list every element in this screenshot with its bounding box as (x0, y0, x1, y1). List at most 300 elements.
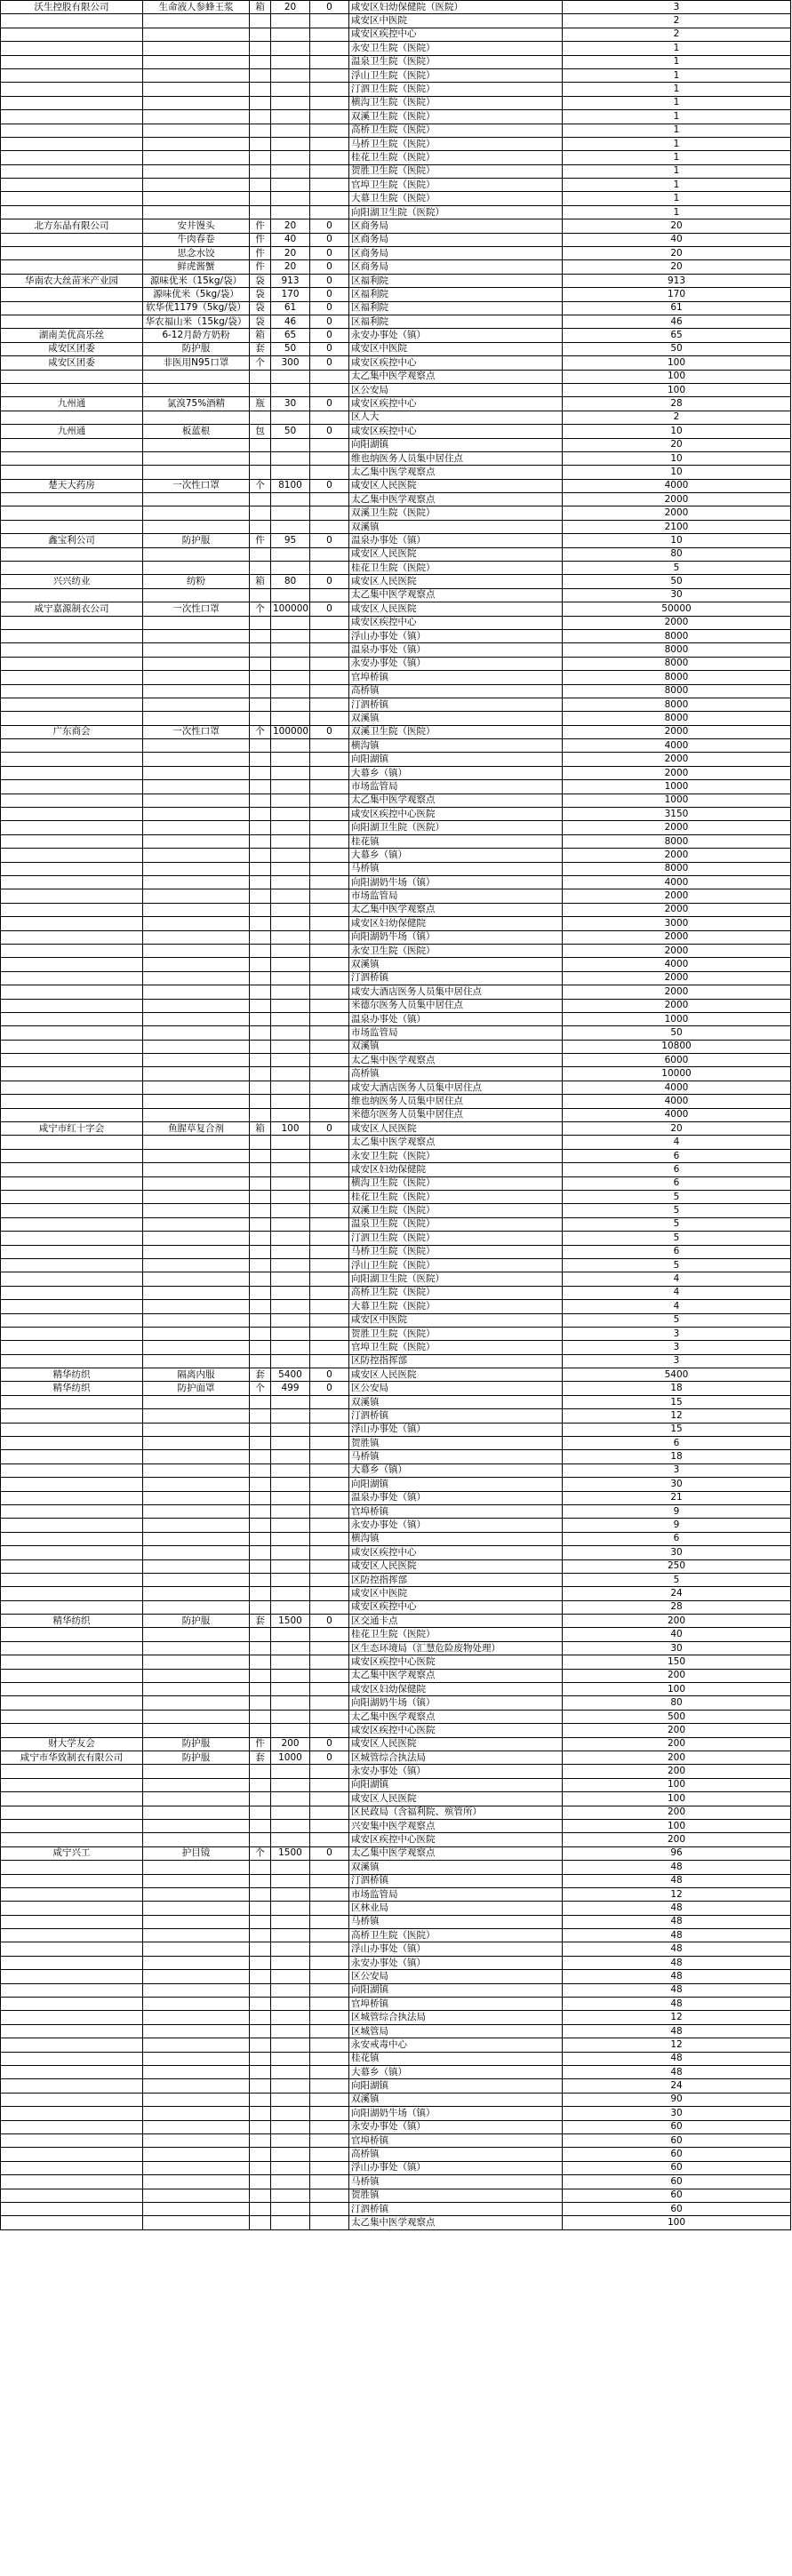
donor-cell (1, 1437, 143, 1450)
recipient-cell: 高桥卫生院（医院） (349, 1286, 563, 1299)
remaining-cell: 0 (310, 479, 349, 492)
remaining-cell (310, 1463, 349, 1477)
recipient-cell: 永安办事处（镇） (349, 657, 563, 670)
table-row (1, 383, 791, 396)
allocated-cell: 4000 (563, 1081, 791, 1094)
remaining-cell (310, 1765, 349, 1778)
donor-cell (1, 1983, 143, 1997)
table-row (1, 1559, 791, 1573)
remaining-cell (310, 1600, 349, 1614)
remaining-cell (310, 1532, 349, 1545)
item-cell (143, 1258, 250, 1272)
allocated-cell: 60 (563, 2148, 791, 2161)
quantity-cell (271, 1040, 310, 1053)
item-cell (143, 1655, 250, 1669)
recipient-cell: 太乙集中医学观察点 (349, 1054, 563, 1067)
unit-cell (250, 42, 271, 55)
unit-cell (250, 1983, 271, 1997)
remaining-cell (310, 1081, 349, 1094)
donor-cell (1, 68, 143, 82)
quantity-cell (271, 588, 310, 602)
donor-cell (1, 588, 143, 602)
unit-cell (250, 1108, 271, 1121)
allocated-cell: 200 (563, 1724, 791, 1737)
recipient-cell: 温泉办事处（镇） (349, 643, 563, 657)
item-cell (143, 547, 250, 561)
donor-cell: 精华纺织 (1, 1382, 143, 1395)
allocated-cell: 200 (563, 1806, 791, 1819)
quantity-cell: 100000 (271, 725, 310, 738)
unit-cell (250, 971, 271, 985)
allocated-cell: 2 (563, 411, 791, 424)
unit-cell (250, 562, 271, 575)
remaining-cell: 0 (310, 219, 349, 233)
recipient-cell: 双溪镇 (349, 520, 563, 533)
item-cell (143, 1765, 250, 1778)
donor-cell (1, 1136, 143, 1149)
quantity-cell: 20 (271, 260, 310, 274)
quantity-cell (271, 1710, 310, 1723)
remaining-cell: 0 (310, 329, 349, 342)
remaining-cell: 0 (310, 602, 349, 616)
unit-cell (250, 2216, 271, 2229)
remaining-cell (310, 1504, 349, 1518)
donor-cell (1, 2107, 143, 2120)
item-cell (143, 2133, 250, 2147)
allocated-cell: 2000 (563, 616, 791, 629)
remaining-cell (310, 1176, 349, 1190)
table-row (1, 1149, 791, 1162)
quantity-cell (271, 1272, 310, 1286)
recipient-cell: 咸安区疾控中心医院 (349, 1833, 563, 1846)
allocated-cell: 2000 (563, 725, 791, 738)
remaining-cell (310, 1573, 349, 1586)
donor-cell (1, 849, 143, 862)
allocated-cell: 1 (563, 83, 791, 96)
remaining-cell (310, 903, 349, 916)
quantity-cell (271, 1778, 310, 1791)
quantity-cell (271, 2120, 310, 2133)
allocated-cell: 9 (563, 1504, 791, 1518)
quantity-cell: 65 (271, 329, 310, 342)
remaining-cell (310, 671, 349, 684)
recipient-cell: 官埠桥镇 (349, 1504, 563, 1518)
table-row (1, 1450, 791, 1463)
table-row (1, 2079, 791, 2093)
quantity-cell (271, 96, 310, 109)
donor-cell (1, 985, 143, 999)
donor-cell (1, 506, 143, 520)
table-row (1, 1313, 791, 1327)
donor-cell (1, 1546, 143, 1559)
unit-cell (250, 438, 271, 451)
table-row (1, 1655, 791, 1669)
unit-cell (250, 876, 271, 889)
table-row (1, 794, 791, 807)
unit-cell (250, 1478, 271, 1491)
recipient-cell: 区福利院 (349, 315, 563, 328)
donor-cell (1, 1504, 143, 1518)
remaining-cell (310, 1696, 349, 1710)
table-row (1, 849, 791, 862)
remaining-cell (310, 370, 349, 383)
remaining-cell (310, 834, 349, 848)
remaining-cell (310, 1956, 349, 1969)
item-cell (143, 205, 250, 219)
quantity-cell: 50 (271, 425, 310, 438)
donor-cell (1, 917, 143, 930)
donor-cell (1, 1559, 143, 1573)
unit-cell (250, 2079, 271, 2093)
recipient-cell: 双溪镇 (349, 2093, 563, 2106)
item-cell (143, 96, 250, 109)
unit-cell (250, 1040, 271, 1053)
remaining-cell: 0 (310, 233, 349, 246)
donor-cell (1, 1655, 143, 1669)
remaining-cell: 0 (310, 575, 349, 588)
donor-cell: 咸安区团委 (1, 356, 143, 370)
table-row (1, 1463, 791, 1477)
remaining-cell (310, 2065, 349, 2078)
table-row (1, 1040, 791, 1053)
recipient-cell: 区商务局 (349, 260, 563, 274)
remaining-cell (310, 930, 349, 944)
allocated-cell: 100 (563, 356, 791, 370)
recipient-cell: 咸安区疾控中心医院 (349, 808, 563, 821)
donor-cell (1, 1450, 143, 1463)
allocated-cell: 8000 (563, 671, 791, 684)
recipient-cell: 太乙集中医学观察点 (349, 466, 563, 479)
item-cell: 纺粉 (143, 575, 250, 588)
recipient-cell: 双溪卫生院（医院） (349, 1204, 563, 1217)
donor-cell (1, 192, 143, 205)
donor-cell (1, 466, 143, 479)
unit-cell: 套 (250, 1368, 271, 1382)
recipient-cell: 太乙集中医学观察点 (349, 1846, 563, 1860)
recipient-cell: 咸安区人民医院 (349, 1792, 563, 1806)
remaining-cell (310, 766, 349, 779)
donor-cell (1, 2052, 143, 2065)
unit-cell (250, 643, 271, 657)
quantity-cell (271, 780, 310, 794)
item-cell (143, 151, 250, 164)
item-cell: 防护服 (143, 1751, 250, 1765)
item-cell (143, 1081, 250, 1094)
table-row (1, 1108, 791, 1121)
recipient-cell: 温泉卫生院（医院） (349, 55, 563, 68)
allocated-cell: 5 (563, 562, 791, 575)
table-row (1, 1122, 791, 1136)
table-row (1, 1272, 791, 1286)
table-row (1, 971, 791, 985)
remaining-cell (310, 1026, 349, 1040)
quantity-cell: 20 (271, 1, 310, 14)
unit-cell (250, 1573, 271, 1586)
quantity-cell: 50 (271, 342, 310, 355)
allocated-cell: 5 (563, 1217, 791, 1231)
remaining-cell (310, 629, 349, 642)
unit-cell (250, 151, 271, 164)
item-cell (143, 83, 250, 96)
item-cell (143, 1710, 250, 1723)
unit-cell (250, 179, 271, 192)
item-cell (143, 1915, 250, 1928)
item-cell (143, 411, 250, 424)
quantity-cell (271, 1341, 310, 1354)
allocated-cell: 3000 (563, 917, 791, 930)
remaining-cell (310, 1710, 349, 1723)
unit-cell (250, 1423, 271, 1436)
item-cell: 牛肉春卷 (143, 233, 250, 246)
recipient-cell: 贺胜卫生院（医院） (349, 1327, 563, 1340)
quantity-cell: 30 (271, 397, 310, 411)
quantity-cell (271, 1217, 310, 1231)
item-cell (143, 1245, 250, 1258)
unit-cell (250, 1792, 271, 1806)
allocated-cell: 6 (563, 1245, 791, 1258)
donor-cell (1, 1354, 143, 1368)
unit-cell (250, 1915, 271, 1928)
unit-cell (250, 2024, 271, 2038)
donor-cell (1, 315, 143, 328)
item-cell (143, 821, 250, 834)
unit-cell (250, 616, 271, 629)
item-cell (143, 1559, 250, 1573)
donor-cell: 咸安区团委 (1, 342, 143, 355)
donor-cell (1, 520, 143, 533)
remaining-cell (310, 55, 349, 68)
donor-cell (1, 780, 143, 794)
unit-cell (250, 1300, 271, 1313)
remaining-cell (310, 42, 349, 55)
unit-cell (250, 944, 271, 957)
table-row (1, 192, 791, 205)
unit-cell (250, 1710, 271, 1723)
unit-cell (250, 1778, 271, 1791)
unit-cell (250, 1395, 271, 1408)
recipient-cell: 双溪镇 (349, 1395, 563, 1408)
item-cell (143, 1970, 250, 1983)
table-row (1, 164, 791, 178)
remaining-cell (310, 1095, 349, 1108)
table-row (1, 1478, 791, 1491)
table-row (1, 862, 791, 875)
quantity-cell (271, 1532, 310, 1545)
allocated-cell: 20 (563, 247, 791, 260)
quantity-cell (271, 671, 310, 684)
recipient-cell: 向阳湖镇 (349, 1778, 563, 1791)
allocated-cell: 5 (563, 1190, 791, 1203)
item-cell (143, 179, 250, 192)
table-row (1, 28, 791, 41)
recipient-cell: 咸安大酒店医务人员集中居住点 (349, 1081, 563, 1094)
donor-cell (1, 1313, 143, 1327)
remaining-cell (310, 739, 349, 753)
table-row (1, 1395, 791, 1408)
quantity-cell (271, 493, 310, 506)
item-cell: 氯溴75%酒精 (143, 397, 250, 411)
remaining-cell (310, 985, 349, 999)
quantity-cell (271, 1792, 310, 1806)
item-cell (143, 1232, 250, 1245)
recipient-cell: 桂花卫生院（医院） (349, 151, 563, 164)
table-row (1, 1942, 791, 1956)
donor-cell (1, 2093, 143, 2106)
allocated-cell: 4 (563, 1136, 791, 1149)
quantity-cell (271, 1054, 310, 1067)
allocated-cell: 48 (563, 2065, 791, 2078)
item-cell: 思念水饺 (143, 247, 250, 260)
recipient-cell: 咸安大酒店医务人员集中居住点 (349, 985, 563, 999)
table-row (1, 493, 791, 506)
allocated-cell: 46 (563, 315, 791, 328)
donor-cell (1, 753, 143, 766)
donor-cell (1, 671, 143, 684)
recipient-cell: 咸安区疾控中心 (349, 425, 563, 438)
allocated-cell: 18 (563, 1382, 791, 1395)
recipient-cell: 咸安区疾控中心 (349, 356, 563, 370)
recipient-cell: 官埠卫生院（医院） (349, 1341, 563, 1354)
item-cell (143, 520, 250, 533)
quantity-cell (271, 999, 310, 1012)
item-cell (143, 2079, 250, 2093)
unit-cell (250, 1559, 271, 1573)
quantity-cell (271, 1929, 310, 1942)
item-cell (143, 1929, 250, 1942)
recipient-cell: 咸安区疾控中心 (349, 616, 563, 629)
item-cell (143, 451, 250, 465)
allocated-cell: 5400 (563, 1368, 791, 1382)
remaining-cell (310, 205, 349, 219)
allocated-cell: 200 (563, 1737, 791, 1751)
donor-cell (1, 1409, 143, 1423)
quantity-cell (271, 944, 310, 957)
recipient-cell: 向阳湖奶牛场（镇） (349, 876, 563, 889)
recipient-cell: 太乙集中医学观察点 (349, 1136, 563, 1149)
table-row (1, 917, 791, 930)
item-cell: 一次性口罩 (143, 602, 250, 616)
unit-cell (250, 1067, 271, 1081)
table-row (1, 1737, 791, 1751)
allocated-cell: 4000 (563, 958, 791, 971)
donor-cell (1, 1258, 143, 1272)
donor-cell (1, 1887, 143, 1901)
table-row (1, 1327, 791, 1340)
item-cell (143, 562, 250, 575)
recipient-cell: 区交通卡点 (349, 1615, 563, 1628)
item-cell: 软华优1179（5kg/袋） (143, 301, 250, 315)
item-cell (143, 1395, 250, 1408)
remaining-cell (310, 1628, 349, 1641)
table-row (1, 1245, 791, 1258)
recipient-cell: 向阳湖镇 (349, 1983, 563, 1997)
item-cell: 防护服 (143, 534, 250, 547)
remaining-cell (310, 1806, 349, 1819)
item-cell (143, 766, 250, 779)
remaining-cell (310, 1915, 349, 1928)
quantity-cell: 1500 (271, 1846, 310, 1860)
recipient-cell: 贺胜卫生院（医院） (349, 164, 563, 178)
unit-cell (250, 14, 271, 28)
allocated-cell: 2 (563, 28, 791, 41)
donor-cell (1, 1765, 143, 1778)
table-row (1, 1983, 791, 1997)
item-cell (143, 671, 250, 684)
table-row (1, 425, 791, 438)
recipient-cell: 浮山办事处（镇） (349, 1423, 563, 1436)
table-row (1, 1081, 791, 1094)
recipient-cell: 市场监管局 (349, 1887, 563, 1901)
allocated-cell: 4 (563, 1286, 791, 1299)
recipient-cell: 太乙集中医学观察点 (349, 2216, 563, 2229)
recipient-cell: 米德尔医务人员集中居住点 (349, 999, 563, 1012)
table-row (1, 808, 791, 821)
donor-cell (1, 930, 143, 944)
allocated-cell: 50 (563, 1026, 791, 1040)
allocated-cell: 10 (563, 451, 791, 465)
allocated-cell: 2000 (563, 971, 791, 985)
table-row (1, 588, 791, 602)
recipient-cell: 官埠桥镇 (349, 2133, 563, 2147)
unit-cell (250, 1519, 271, 1532)
item-cell (143, 2120, 250, 2133)
unit-cell (250, 1012, 271, 1025)
donor-cell (1, 944, 143, 957)
recipient-cell: 区民政局（含福利院、殡管所） (349, 1806, 563, 1819)
item-cell (143, 739, 250, 753)
quantity-cell (271, 1067, 310, 1081)
quantity-cell (271, 2133, 310, 2147)
recipient-cell: 永安卫生院（医院） (349, 42, 563, 55)
allocated-cell: 60 (563, 2120, 791, 2133)
remaining-cell (310, 124, 349, 137)
remaining-cell (310, 821, 349, 834)
donor-cell (1, 2038, 143, 2052)
allocated-cell: 40 (563, 1628, 791, 1641)
quantity-cell (271, 1163, 310, 1176)
allocated-cell: 48 (563, 1915, 791, 1928)
allocated-cell: 28 (563, 1600, 791, 1614)
donor-cell (1, 1819, 143, 1832)
unit-cell (250, 1095, 271, 1108)
unit-cell (250, 205, 271, 219)
remaining-cell (310, 2216, 349, 2229)
item-cell (143, 1437, 250, 1450)
remaining-cell (310, 1998, 349, 2011)
item-cell (143, 1874, 250, 1887)
donor-cell (1, 438, 143, 451)
recipient-cell: 咸安区人民医院 (349, 1368, 563, 1382)
remaining-cell: 0 (310, 247, 349, 260)
recipient-cell: 浮山办事处（镇） (349, 2161, 563, 2174)
remaining-cell (310, 1258, 349, 1272)
unit-cell (250, 821, 271, 834)
allocated-cell: 12 (563, 1409, 791, 1423)
recipient-cell: 太乙集中医学观察点 (349, 588, 563, 602)
remaining-cell (310, 520, 349, 533)
remaining-cell (310, 1546, 349, 1559)
table-row (1, 698, 791, 711)
allocated-cell: 3150 (563, 808, 791, 821)
remaining-cell (310, 1833, 349, 1846)
recipient-cell: 咸安区人民医院 (349, 1122, 563, 1136)
allocated-cell: 100 (563, 1778, 791, 1791)
table-row (1, 1887, 791, 1901)
donor-cell: 兴兴纺业 (1, 575, 143, 588)
recipient-cell: 向阳湖镇 (349, 1478, 563, 1491)
item-cell: 一次性口罩 (143, 725, 250, 738)
quantity-cell (271, 1176, 310, 1190)
